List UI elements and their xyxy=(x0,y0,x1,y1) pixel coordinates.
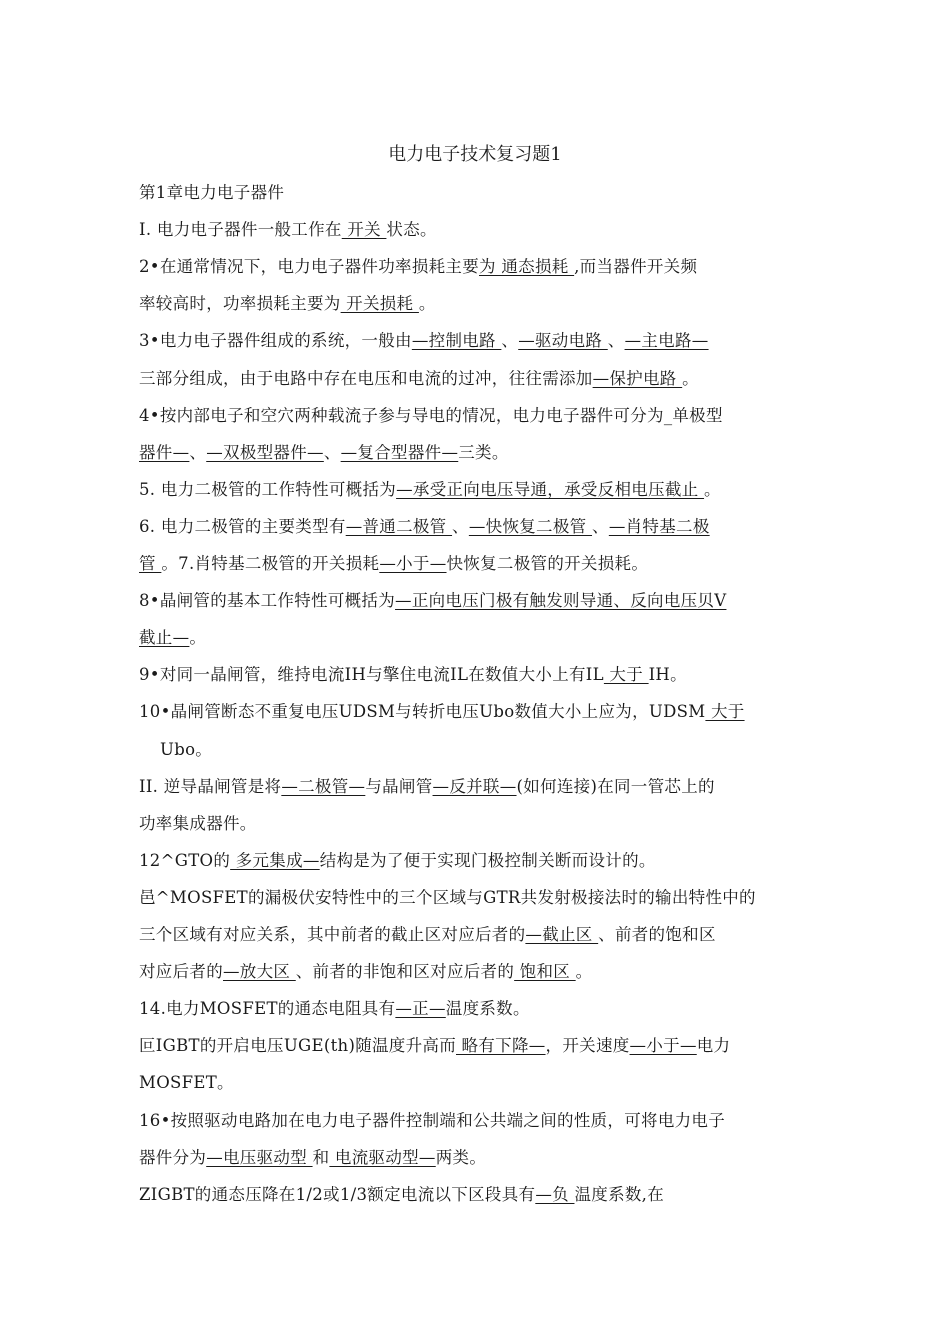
line-text: 三部分组成，由于电路中存在电压和电流的过冲，往往需添加 xyxy=(139,368,593,388)
line-text: 4•按内部电子和空穴两种载流子参与导电的情况，电力电子器件可分为_单极型 xyxy=(139,405,723,425)
line-text: IH。 xyxy=(648,665,687,685)
answer-blank: —小于— xyxy=(379,554,447,573)
line-text: 与晶闸管 xyxy=(365,776,433,796)
line-text: 、前者的饱和区 xyxy=(598,925,716,944)
text-line xyxy=(139,218,437,242)
line-text: 、 xyxy=(452,516,469,536)
text-line xyxy=(139,1071,234,1095)
line-text: 温度系数,在 xyxy=(574,1184,665,1204)
text-line xyxy=(139,515,710,539)
answer-blank: —双极型器件— xyxy=(206,442,324,462)
line-text: ,而当器件开关频 xyxy=(574,257,698,277)
text-line xyxy=(139,663,687,687)
text-line xyxy=(139,923,716,947)
line-text: 、前者的非饱和区对应后者的 xyxy=(295,962,515,982)
answer-blank: —小于— xyxy=(629,1036,697,1056)
line-text: 、 xyxy=(592,516,609,536)
line-text: 器件分为 xyxy=(139,1147,207,1167)
text-line xyxy=(139,478,721,502)
text-line xyxy=(139,292,436,316)
answer-blank: —驱动电路 xyxy=(518,331,608,351)
line-text: 、 xyxy=(607,331,625,351)
line-text: ZIGBT的通态压降在1/2或1/3额定电流以下区段具有 xyxy=(139,1184,536,1204)
line-text: 14.电力MOSFET的通态电阻具有 xyxy=(139,999,396,1019)
answer-blank: 大于 xyxy=(603,665,649,685)
line-text: 。 xyxy=(682,368,699,388)
line-text: 功率集成器件。 xyxy=(139,813,257,833)
text-line xyxy=(139,404,723,428)
answer-blank: —承受正向电压导通，承受反相电压截止 xyxy=(396,479,705,499)
answer-blank: —正— xyxy=(395,999,446,1019)
line-text: 三个区域有对应关系，其中前者的截止区对应后者的 xyxy=(139,925,526,944)
text-line xyxy=(139,700,745,724)
line-text: 邑^MOSFET的漏极伏安特性中的三个区域与GTR共发射极接法时的输出特性中的 xyxy=(139,887,756,907)
line-text: II. 逆导晶闸管是将 xyxy=(139,776,282,796)
text-line xyxy=(139,960,592,984)
answer-blank: —二极管— xyxy=(281,776,366,796)
text-line xyxy=(139,1034,730,1058)
text-line xyxy=(139,367,699,391)
answer-blank: —快恢复二极管 xyxy=(468,516,593,536)
answer-blank: —放大区 xyxy=(223,962,296,982)
line-text: Ubo。 xyxy=(160,739,213,759)
line-text: 。 xyxy=(418,294,436,314)
answer-blank: —主电路— xyxy=(624,331,709,351)
answer-blank: 略有下降— xyxy=(456,1036,546,1056)
answer-blank: 电流驱动型— xyxy=(329,1147,436,1167)
text-line xyxy=(139,626,206,650)
line-text: 8•晶闸管的基本工作特性可概括为 xyxy=(139,591,396,611)
line-text: 三类。 xyxy=(458,442,509,462)
line-text: 电力 xyxy=(696,1036,731,1056)
answer-blank: 开关损耗 xyxy=(340,294,419,314)
answer-blank: 开关 xyxy=(341,220,387,240)
line-text: 两类。 xyxy=(435,1147,487,1167)
text-line xyxy=(139,329,709,353)
line-text: 、 xyxy=(189,442,207,462)
line-text: 5. 电力二极管的工作特性可概括为 xyxy=(139,479,397,499)
answer-blank: —截止区 xyxy=(525,925,599,944)
line-text: 、 xyxy=(323,442,341,462)
answer-blank: 饱和区 xyxy=(514,962,576,982)
answer-blank: —控制电路 xyxy=(411,331,502,351)
line-text: 状态。 xyxy=(386,220,437,240)
answer-blank: —保护电路 xyxy=(592,368,683,388)
text-line xyxy=(139,441,509,465)
text-line xyxy=(139,589,726,613)
text-line xyxy=(139,552,648,576)
line-text: 。 xyxy=(704,479,721,499)
answer-blank: —肖特基二极 xyxy=(608,516,710,536)
text-line xyxy=(139,181,284,205)
answer-blank: —电压驱动型 xyxy=(206,1147,313,1167)
line-text: 温度系数。 xyxy=(445,999,530,1019)
text-line xyxy=(139,997,530,1021)
answer-blank: —负 xyxy=(535,1184,575,1204)
answer-blank: —复合型器件— xyxy=(340,442,459,462)
line-text: 结构是为了便于实现门极控制关断而设计的。 xyxy=(319,850,656,870)
text-line xyxy=(139,775,715,799)
line-text: 率较高时，功率损耗主要为 xyxy=(139,294,341,314)
answer-blank: 多元集成— xyxy=(230,850,320,870)
text-line xyxy=(139,812,257,836)
line-text: MOSFET。 xyxy=(139,1073,234,1093)
answer-blank: —反并联— xyxy=(432,776,517,796)
answer-blank: 大于 xyxy=(705,702,745,722)
text-line xyxy=(139,1146,486,1170)
line-text: 和 xyxy=(312,1147,330,1167)
answer-blank: 管 xyxy=(139,554,162,573)
line-text: 6. 电力二极管的主要类型有 xyxy=(139,516,346,536)
line-text: 12^GTO的 xyxy=(139,850,231,870)
answer-blank: 为 通态损耗 xyxy=(479,257,575,277)
line-text: 第1章电力电子器件 xyxy=(139,183,285,202)
text-line xyxy=(139,255,697,279)
line-text: I. 电力电子器件一般工作在 xyxy=(139,220,342,240)
line-text: 3•电力电子器件组成的系统，一般由 xyxy=(139,331,412,351)
line-text: 10•晶闸管断态不重复电压UDSM与转折电压Ubo数值大小上应为，UDSM xyxy=(139,702,706,722)
answer-blank: —正向电压门极有触发则导通、反向电压贝V xyxy=(395,591,727,611)
line-text: 对应后者的 xyxy=(139,962,223,982)
line-text: 2•在通常情况下，电力电子器件功率损耗主要 xyxy=(139,257,480,277)
text-line xyxy=(160,738,212,762)
text-line xyxy=(139,1183,664,1207)
line-text: 。 xyxy=(189,628,207,648)
answer-blank: 器件— xyxy=(139,442,190,462)
text-line xyxy=(139,886,756,910)
line-text: 16•按照驱动电路加在电力电子器件控制端和公共端之间的性质，可将电力电子 xyxy=(139,1110,726,1130)
answer-blank: 截止— xyxy=(139,628,190,648)
line-text: 。 xyxy=(575,962,593,982)
line-text: ，开关速度 xyxy=(545,1036,630,1056)
line-text: 、 xyxy=(501,331,519,351)
document-title: 电力电子技术复习题1 xyxy=(388,144,562,165)
text-line xyxy=(139,849,656,873)
line-text: 9•对同一晶闸管，维持电流IH与擎住电流IL在数值大小上有IL xyxy=(139,665,604,685)
line-text: (如何连接)在同一管芯上的 xyxy=(516,776,715,796)
text-line xyxy=(139,1109,725,1133)
answer-blank: —普通二极管 xyxy=(345,516,453,536)
line-text: 。7.肖特基二极管的开关损耗 xyxy=(161,554,380,573)
line-text: 快恢复二极管的开关损耗。 xyxy=(446,554,649,573)
line-text: 叵IGBT的开启电压UGE(th)随温度升高而 xyxy=(139,1036,456,1056)
